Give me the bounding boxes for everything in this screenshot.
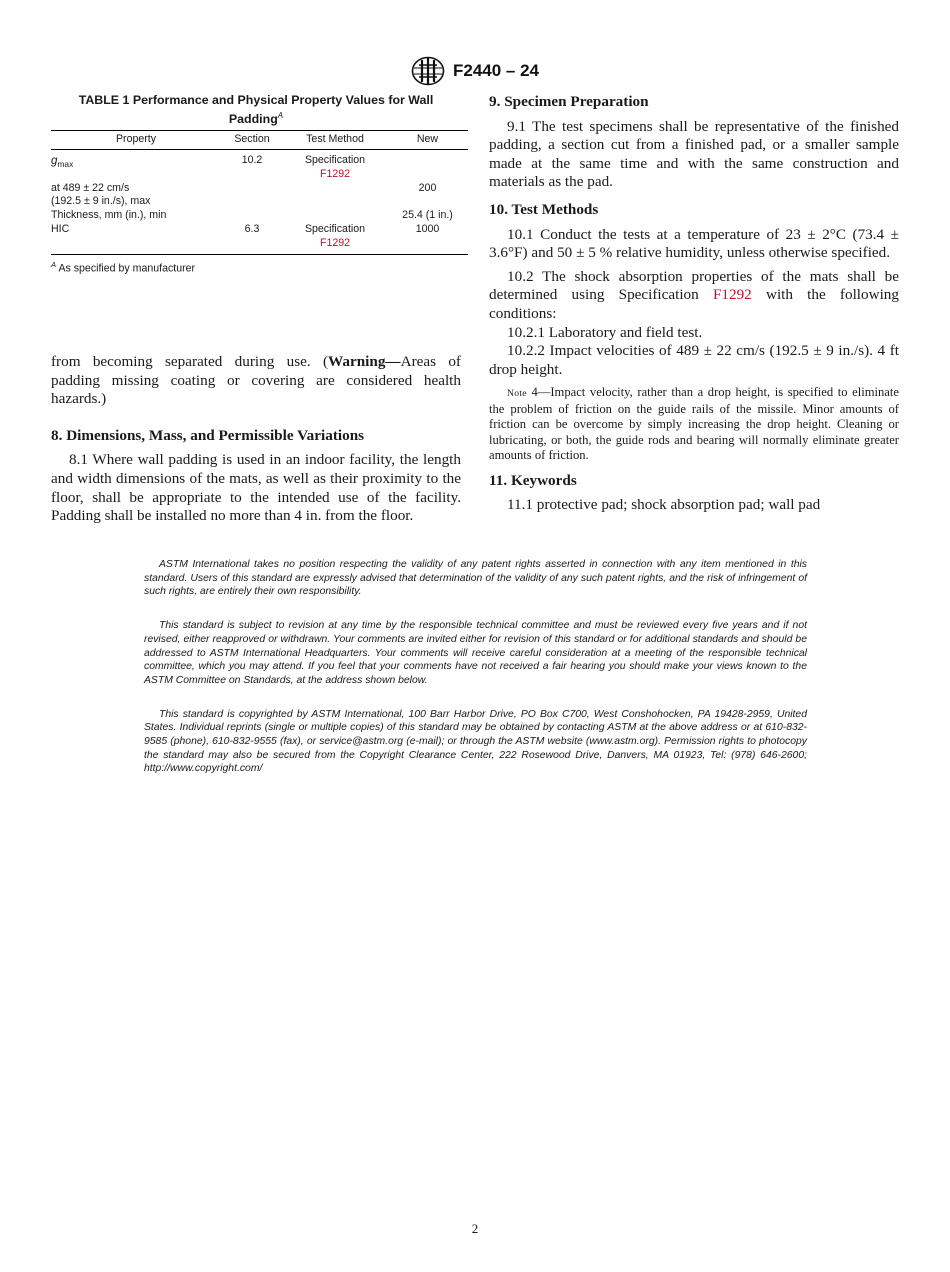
cell-value <box>387 149 468 181</box>
table-row <box>51 223 468 254</box>
section-9-heading: 9. Specimen Preparation <box>489 93 649 110</box>
copyright-disclaimer: This standard is copyrighted by ASTM International, 100 Barr Harbor Drive, PO Box C700, West Conshohocken, PA 19428-2959, United States. Individual reprints (single or multiple copies) of this standard may be obtained by contacting ASTM at the above address or at 610-832-9585 (phone), 610-832-9555 (fax), or service@astm.org (e-mail); or through the ASTM website (www.astm.org). Permission rights to photocopy the standard may also be secured from the Copyright Clearance Center, 222 Rosewood Drive, Danvers, MA 01923, Tel: (978) 646-2600; http://www.copyright.com/ <box>144 708 807 775</box>
revision-disclaimer: This standard is subject to revision at any time by the responsible technical committee and must be reviewed every five years and if not revised, either reapproved or withdrawn. Your comments are invited either for revision of this standard or for additional standards and should be addressed to ASTM International Headquarters. Your comments will receive careful consideration at a meeting of the responsible technical committee, which you may attend. If you feel that your comments have not received a fair hearing you should make your views known to the ASTM Committee on Standards, at the address shown below. <box>144 620 807 686</box>
table-header-row <box>51 131 468 150</box>
note-4: Note 4—Impact velocity, rather than a drop height, is specified to eliminate the problem of friction on the guide rails of the missile. Minor amounts of friction can be overcome by simply increasing the drop height. Cleaning or lubricating, or both, the guide rods and bearing will normally eliminate greater amounts of friction. <box>489 385 899 463</box>
table-footnote: $^A$ As specified by manufacturer <box>51 259 196 275</box>
paragraph-8-1: 8.1 Where wall padding is used in an indoor facility, the length and width dimensions of the mats, as well as their proximity to the floor, shall be appropriate to the intended use of the facility. Padding shall be installed no more than 4 in. from the floor. <box>51 451 461 525</box>
page-header <box>0 56 950 91</box>
f1292-link[interactable]: F1292 <box>319 167 351 180</box>
patent-disclaimer: ASTM International takes no position respecting the validity of any patent rights asserted in connection with any item mentioned in this standard. Users of this standard are expressly advised that determination of the validity of any such patent rights, and the risk of infringement of such rights, are entirely their own responsibility. <box>144 559 807 598</box>
col-header-section: Section <box>221 131 283 150</box>
cell-property: at 489 ± 22 cm/s (192.5 ± 9 in./s), max <box>51 181 151 208</box>
table-caption: TABLE 1 Performance and Physical Property Values for Wall Padding$^A$ <box>78 93 434 127</box>
paragraph-11-1: 11.1 protective pad; shock absorption pad; wall pad <box>507 496 821 514</box>
cell-value: 1000 <box>387 223 468 254</box>
cell-test-method: Specification F1292 <box>283 223 387 254</box>
section-10-heading: 10. Test Methods <box>489 200 599 218</box>
table-row <box>51 182 468 210</box>
cell-section: 6.3 <box>221 223 283 254</box>
paragraph-10-2-2: 10.2.2 Impact velocities of 489 ± 22 cm/s (192.5 ± 9 in./s). 4 ft drop height. <box>489 342 899 378</box>
section-11-heading: 11. Keywords <box>489 471 577 489</box>
right-column <box>489 93 899 515</box>
cell-section: 10.2 <box>241 153 263 166</box>
standard-number: F2440 – 24 <box>452 61 539 80</box>
legal-disclaimers <box>144 558 807 796</box>
col-header-new: New <box>387 131 468 150</box>
f1292-link[interactable]: F1292 <box>319 236 351 249</box>
cell-value: 200 <box>418 181 437 194</box>
f1292-link[interactable]: F1292 <box>712 286 752 304</box>
cell-value: 25.4 (1 in.) <box>402 209 453 222</box>
table-row <box>51 149 468 181</box>
col-header-test-method: Test Method <box>283 131 387 150</box>
cell-property: $g_{max}$ <box>51 153 74 169</box>
astm-logo-icon <box>411 56 445 86</box>
paragraph-10-1: 10.1 Conduct the tests at a temperature of 23 ± 2°C (73.4 ± 3.6°F) and 50 ± 5 % relative humidity, unless otherwise specified. <box>489 225 899 262</box>
col-header-property: Property <box>51 131 221 150</box>
cell-property: Thickness, mm (in.), min <box>51 209 167 222</box>
cell-property: HIC <box>51 223 221 254</box>
page-number: 2 <box>471 1221 479 1236</box>
paragraph-10-2: 10.2 The shock absorption properties of the mats shall be determined using Specification F1292 with the following conditions: <box>489 267 899 322</box>
property-table <box>51 130 468 254</box>
left-column <box>51 93 461 526</box>
paragraph-10-2-1: 10.2.1 Laboratory and field test. <box>507 323 703 341</box>
section-8-heading: 8. Dimensions, Mass, and Permissible Variations <box>51 426 365 444</box>
warning-paragraph: from becoming separated during use. (Warning—Areas of padding missing coating or covering are considered health hazards.) <box>51 353 461 408</box>
paragraph-9-1: 9.1 The test specimens shall be representative of the finished padding, a section cut from a finished pad, or a smaller sample made at the same time and with the same construction and materials as the pad. <box>489 117 899 191</box>
cell-test-method: Specification F1292 <box>304 153 366 180</box>
table-row <box>51 209 468 223</box>
